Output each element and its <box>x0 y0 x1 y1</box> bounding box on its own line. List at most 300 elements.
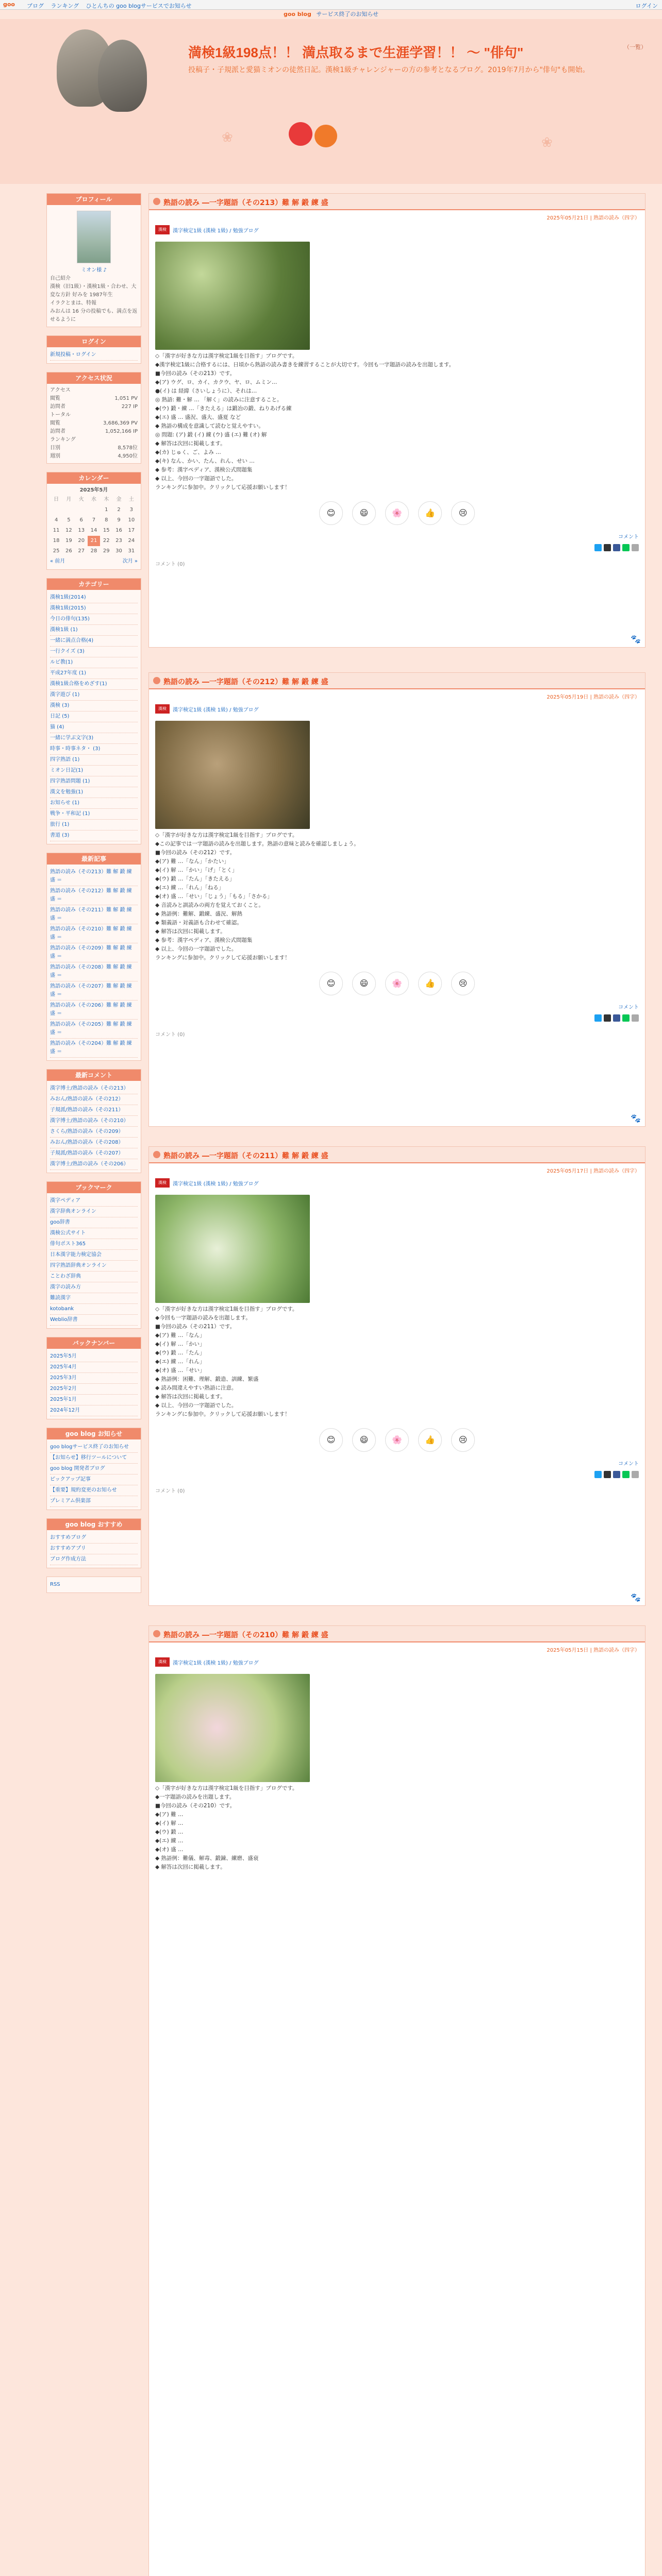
entry-title[interactable]: 熟語の読み ―一字題語（その210）難 解 鍛 練 盛 <box>163 1631 328 1639</box>
header-meta[interactable]: （一覧） <box>624 44 647 50</box>
calendar-month: 2025年5月 <box>79 487 108 493</box>
sidebar-list-item[interactable]: 熟語の読み（その209）難 解 鍛 練 盛 ＝ <box>50 943 138 962</box>
calendar-day-name: 水 <box>91 497 96 502</box>
entry-date[interactable]: 2025年05月21日 | 熟語の読み（四字） <box>547 215 640 221</box>
sidebar-list-item[interactable]: 書道 (3) <box>50 831 138 841</box>
sidebar-list-item[interactable]: 日記 (5) <box>50 711 138 722</box>
share-icon[interactable] <box>594 544 602 551</box>
entry-line: ◆ 以上、今回の一字題語でした。 <box>155 1402 237 1409</box>
sidebar-list-item[interactable]: goo辞書 <box>50 1217 138 1228</box>
reaction-button[interactable]: 👍 <box>418 972 442 995</box>
sidebar-list-item[interactable]: 2025年2月 <box>50 1384 138 1395</box>
entry-line: ◆ 類義語・対義語も合わせて確認。 <box>155 920 242 926</box>
bookmarks-box <box>46 1181 141 1329</box>
reaction-button[interactable]: 😢 <box>451 972 475 995</box>
recommend-box <box>46 1518 141 1568</box>
sidebar <box>46 193 141 1601</box>
entry-line: ◆(ウ) 鍛 …「たん」「きたえる」 <box>155 876 235 882</box>
entry-bullet-icon <box>153 1151 160 1158</box>
access-label: 週別 <box>50 453 60 459</box>
entry-line: ◆(エ) 練 …「れん」「ねる」 <box>155 885 224 891</box>
sidebar-list-item[interactable]: 戦争・平和記 (1) <box>50 809 138 820</box>
entry-line: ◎ 熟語: 難・解 … 「解く」の読みに注意すること。 <box>155 397 283 403</box>
calendar-day[interactable]: 21 <box>88 536 100 546</box>
goo-news-heading: goo blog お知らせ <box>47 1428 141 1439</box>
reaction-button[interactable]: 👍 <box>418 1428 442 1452</box>
calendar-day[interactable]: 8 <box>105 517 108 523</box>
access-row <box>50 444 138 452</box>
cat-icon: 🐾 <box>631 1592 641 1602</box>
sidebar-list-item[interactable]: 漢検1級(2014) <box>50 592 138 603</box>
entry-bullet-icon <box>153 1630 160 1637</box>
cat-icon: 🐾 <box>631 1113 641 1123</box>
goo-news-box <box>46 1428 141 1510</box>
reaction-button[interactable]: 👍 <box>418 501 442 525</box>
access-row <box>50 428 138 436</box>
entry-line: ◆ 熟語の構成を意識して読むと覚えやすい。 <box>155 423 264 429</box>
share-icon[interactable] <box>604 1471 611 1478</box>
access-row <box>50 411 138 419</box>
reaction-button[interactable]: 😄 <box>352 501 376 525</box>
entry-photo[interactable] <box>155 1195 310 1303</box>
share-icon[interactable] <box>613 1471 620 1478</box>
calendar-day-name: 月 <box>66 497 72 502</box>
calendar-day[interactable]: 28 <box>90 548 97 554</box>
sidebar-list-item[interactable]: みおん/熟語の読み（その208） <box>50 1138 138 1148</box>
calendar-day[interactable]: 4 <box>54 517 58 523</box>
blog-entry <box>148 1625 646 2576</box>
top-nav-link[interactable]: ひとんちの goo blogサービスでお知らせ <box>86 3 192 9</box>
calendar-day-name: 金 <box>116 497 122 502</box>
entry-line: ランキングに参加中。クリックして応援お願いします！ <box>155 1411 290 1417</box>
sidebar-list-item[interactable]: 漢字の読み方 <box>50 1282 138 1293</box>
share-icon[interactable] <box>594 1471 602 1478</box>
calendar-day[interactable]: 22 <box>103 538 110 544</box>
top-nav <box>0 0 662 10</box>
sidebar-list-item[interactable]: 四字熟語 (1) <box>50 755 138 766</box>
badge-icon: 漢検 <box>155 225 170 234</box>
entry-line: ◆ 解答は次回に掲載します。 <box>155 928 226 935</box>
sidebar-list-item[interactable]: 子規派/熟語の読み（その211） <box>50 1105 138 1116</box>
share-icon[interactable] <box>622 1014 630 1022</box>
entry-line: ◆ 以上、今回の一字題語でした。 <box>155 476 237 482</box>
top-nav-link[interactable]: ランキング <box>51 3 79 9</box>
comment-link[interactable]: コメント <box>618 1461 639 1467</box>
sidebar-list-item[interactable]: 平成27年度 (1) <box>50 668 138 679</box>
entry-line: ■今回の読み（その211）です。 <box>155 1324 236 1330</box>
sub-nav <box>0 10 662 19</box>
sidebar-list-item[interactable]: 漢文を勉強(1) <box>50 787 138 798</box>
calendar-table <box>50 495 138 556</box>
calendar-week-row <box>50 546 138 556</box>
share-buttons <box>149 1012 645 1027</box>
entry-body <box>149 1188 645 1423</box>
calendar-next[interactable]: 次月 » <box>122 558 138 564</box>
entry-line: ◆一字題語の読みを出題します。 <box>155 1794 235 1800</box>
calendar-day[interactable]: 24 <box>128 538 135 544</box>
entry-date[interactable]: 2025年05月17日 | 熟語の読み（四字） <box>547 1168 640 1174</box>
reaction-buttons <box>149 501 645 525</box>
sidebar-list-item[interactable]: みおん/熟語の読み（その212） <box>50 1094 138 1105</box>
entry-photo[interactable] <box>155 242 310 350</box>
sidebar-list-item[interactable]: プレミアム倶楽部 <box>50 1496 138 1507</box>
entry-line: ●(イ) は 経緯（さいしょうに）、それは… <box>155 388 257 394</box>
entry-line: ◆(キ) なん、かい、たん、れん、せい … <box>155 458 255 464</box>
calendar-heading: カレンダー <box>47 472 141 484</box>
profile-line: 自己紹介 <box>50 276 71 281</box>
calendar-day <box>75 505 88 515</box>
category-badge[interactable] <box>155 1178 639 1188</box>
sidebar-list-item[interactable]: 熟語の読み（その206）難 解 鍛 練 盛 ＝ <box>50 1001 138 1020</box>
sidebar-list-item[interactable]: 漢検公式サイト <box>50 1228 138 1239</box>
sidebar-list-item[interactable]: goo blog 開発者ブログ <box>50 1464 138 1475</box>
sidebar-list-item[interactable]: 四字熟語問題 (1) <box>50 776 138 787</box>
entry-line: ◆ 参考：漢字ペディア、漢検公式問題集 <box>155 467 253 473</box>
entry-line: ◆(エ) 練 … <box>155 1838 184 1844</box>
recent-comments-box <box>46 1069 141 1173</box>
entry-line: ◆(イ) 解 …「かい」「げ」「とく」 <box>155 867 238 873</box>
calendar-day[interactable]: 7 <box>92 517 96 523</box>
paw-icon: ❀ <box>222 130 233 145</box>
calendar-day[interactable]: 20 <box>78 538 85 544</box>
profile-caption[interactable]: ミオン様 ♪ <box>81 267 107 273</box>
sidebar-list-item[interactable]: 漢字遊び (1) <box>50 690 138 701</box>
sidebar-list-item[interactable]: 一緒に学ぶ文字(3) <box>50 733 138 744</box>
sidebar-list-item[interactable]: 熟語の読み（その210）難 解 鍛 練 盛 ＝ <box>50 924 138 943</box>
sidebar-list-item[interactable]: 2025年3月 <box>50 1373 138 1384</box>
access-row <box>50 452 138 461</box>
entry-line: ◆(イ) 解 …「かい」 <box>155 1341 205 1347</box>
sidebar-list-item[interactable]: 難読漢字 <box>50 1293 138 1304</box>
entry-line: ◇「漢字が好きな方は漢字検定1級を目指す」ブログです。 <box>155 832 298 838</box>
comment-count[interactable]: コメント (0) <box>155 562 185 567</box>
calendar-day-name: 日 <box>54 497 59 502</box>
yarn-ball-icon <box>289 122 312 146</box>
share-icon[interactable] <box>632 1014 639 1022</box>
reaction-buttons <box>149 972 645 995</box>
calendar-day[interactable]: 25 <box>53 548 60 554</box>
entry-line: ◆今回も一字題語の読みを出題します。 <box>155 1315 251 1321</box>
calendar-day[interactable]: 14 <box>90 528 97 533</box>
access-value: 1,052,166 IP <box>105 429 138 434</box>
sidebar-list-item[interactable]: 俳句ポスト365 <box>50 1239 138 1250</box>
entry-header <box>149 1147 645 1163</box>
backnumber-heading: バックナンバー <box>47 1337 141 1349</box>
calendar-day-name: 木 <box>104 497 109 502</box>
calendar-week-row <box>50 505 138 515</box>
sidebar-list-item[interactable]: 四字熟語辞典オンライン <box>50 1261 138 1272</box>
access-value: 8,578位 <box>118 445 138 451</box>
backnumber-list <box>47 1349 141 1419</box>
entry-line: ◆ 熟語例：難儀、解毒、鍛錬、練磨、盛衰 <box>155 1855 259 1861</box>
sidebar-list-item[interactable]: ルビ教(1) <box>50 657 138 668</box>
badge-icon: 漢検 <box>155 1178 170 1188</box>
badge-icon: 漢検 <box>155 1657 170 1667</box>
entry-title[interactable]: 熟語の読み ―一字題語（その212）難 解 鍛 練 盛 <box>163 678 328 686</box>
sidebar-list-item[interactable]: goo blogサービス終了のお知らせ <box>50 1442 138 1453</box>
share-icon[interactable] <box>604 1014 611 1022</box>
entry-date[interactable]: 2025年05月19日 | 熟語の読み（四字） <box>547 694 640 700</box>
access-row <box>50 386 138 395</box>
blog-description: 投稿子・子規派と愛猫ミオンの徒然日記。漢検1級チャレンジャーの方の参考となるブログ。2019年7月から"俳句"も開始。 <box>188 66 590 74</box>
sidebar-list-item[interactable]: Weblio辞書 <box>50 1315 138 1326</box>
recent-comments-list <box>47 1081 141 1173</box>
goo-logo[interactable]: goo <box>3 1 15 8</box>
calendar-day[interactable]: 29 <box>103 548 110 554</box>
share-icon[interactable] <box>622 1471 630 1478</box>
comment-link[interactable]: コメント <box>618 1005 639 1010</box>
entry-photo[interactable] <box>155 1674 310 1782</box>
blog-entry <box>148 1146 646 1606</box>
entry-line: ◆(オ) 盛 …「せい」「じょう」「もる」「さかる」 <box>155 893 273 900</box>
entry-header <box>149 1626 645 1642</box>
sidebar-list-item[interactable]: 漢字博士/熟語の読み（その213） <box>50 1083 138 1094</box>
entry-line: ランキングに参加中。クリックして応援お願いします！ <box>155 955 290 961</box>
calendar-day[interactable]: 23 <box>115 538 122 544</box>
sidebar-list-item[interactable]: 漢検 (3) <box>50 701 138 711</box>
entry-line: ◇「漢字が好きな方は漢字検定1級を目指す」ブログです。 <box>155 1306 298 1312</box>
calendar-day[interactable]: 18 <box>53 538 60 544</box>
calendar-day[interactable]: 11 <box>53 528 60 533</box>
sidebar-list-item[interactable]: おすすめアプリ <box>50 1544 138 1554</box>
top-nav-link[interactable]: ブログ <box>27 3 44 9</box>
sidebar-list-item[interactable]: 2025年1月 <box>50 1395 138 1405</box>
sidebar-list-item[interactable]: ことわざ辞典 <box>50 1272 138 1282</box>
calendar-week-row <box>50 536 138 546</box>
access-label: 訪問者 <box>50 429 65 434</box>
entry-line: ◆ 熟語例：難解、鍛練、盛況、解熱 <box>155 911 242 917</box>
reaction-button[interactable]: 😊 <box>319 1428 343 1452</box>
entry-line: ◆(カ) じゅく、ご、よみ … <box>155 449 221 455</box>
entry-line: ◆ 音読みと訓読みの両方を覚えておくこと。 <box>155 902 264 908</box>
rss-box <box>46 1577 141 1593</box>
reaction-button[interactable]: 😄 <box>352 972 376 995</box>
sidebar-list-item[interactable]: お知らせ (1) <box>50 798 138 809</box>
category-box <box>46 578 141 844</box>
profile-box <box>46 193 141 327</box>
sidebar-list-item[interactable]: ピックアップ記事 <box>50 1475 138 1485</box>
sidebar-list-item[interactable]: 今日の俳句(135) <box>50 614 138 625</box>
service-end-link[interactable]: サービス終了のお知らせ <box>316 11 379 18</box>
sidebar-list-item[interactable]: 時事・時事ネタ・ (3) <box>50 744 138 755</box>
blog-header <box>0 19 662 184</box>
entry-line: ◆(オ) 盛 … <box>155 1846 184 1853</box>
access-row <box>50 395 138 403</box>
calendar-day[interactable]: 3 <box>129 507 134 513</box>
badge-text[interactable]: 漢字検定1級 (漢検 1級) / 勉強ブログ <box>173 1660 259 1666</box>
calendar-day[interactable]: 31 <box>128 548 135 554</box>
calendar-day <box>62 505 75 515</box>
comment-link[interactable]: コメント <box>618 534 639 540</box>
entry-line: ◆(エ) 盛 … 盛況、盛大、盛夏 など <box>155 414 241 420</box>
sidebar-list-item[interactable]: 一緒に満点合格(4) <box>50 636 138 647</box>
share-icon[interactable] <box>613 1014 620 1022</box>
calendar-day[interactable]: 16 <box>115 528 122 533</box>
share-icon[interactable] <box>632 544 639 551</box>
share-icon[interactable] <box>632 1471 639 1478</box>
calendar-day[interactable]: 17 <box>128 528 135 533</box>
calendar-day[interactable]: 1 <box>105 507 108 513</box>
access-label: アクセス <box>50 387 71 393</box>
avatar[interactable] <box>77 211 111 263</box>
access-value: 227 IP <box>121 404 138 410</box>
bookmarks-heading: ブックマーク <box>47 1182 141 1193</box>
sidebar-list-item[interactable]: 猫 (4) <box>50 722 138 733</box>
entry-line: ◆(ア) ウグ、ロ、カイ、カクウ、ヤ、ロ、ムミン… <box>155 379 277 385</box>
access-value: 4,950位 <box>118 453 138 459</box>
sidebar-list-item[interactable]: 一行クイズ (3) <box>50 647 138 657</box>
calendar-day[interactable]: 27 <box>78 548 85 554</box>
reaction-button[interactable]: 😢 <box>451 501 475 525</box>
entry-header <box>149 194 645 210</box>
login-box <box>46 335 141 364</box>
sidebar-list-item[interactable]: 漢検1級 (1) <box>50 625 138 636</box>
entry-line: ◆ 熟語例：困難、理解、鍛造、訓練、繁盛 <box>155 1376 259 1382</box>
reaction-button[interactable]: 🌸 <box>385 1428 409 1452</box>
sidebar-list-item[interactable]: 漢字博士/熟語の読み（その206） <box>50 1159 138 1170</box>
category-badge[interactable] <box>155 1657 639 1667</box>
calendar-header-row <box>50 495 138 505</box>
sidebar-list-item[interactable]: 2025年5月 <box>50 1351 138 1362</box>
calendar-week-row <box>50 526 138 536</box>
sidebar-list-item[interactable]: kotobank <box>50 1304 138 1315</box>
yarn-ball-icon <box>315 125 337 147</box>
entry-header <box>149 673 645 689</box>
calendar-day[interactable]: 6 <box>79 517 83 523</box>
access-label: トータル <box>50 412 71 418</box>
recent-entries-heading: 最新記事 <box>47 853 141 865</box>
entry-line: ◆ 解答は次回に掲載します。 <box>155 1394 226 1400</box>
access-heading: アクセス状況 <box>47 372 141 384</box>
share-icon[interactable] <box>622 544 630 551</box>
top-nav-links <box>27 2 197 10</box>
login-heading: ログイン <box>47 336 141 347</box>
backnumber-box <box>46 1337 141 1419</box>
blog-entry <box>148 193 646 648</box>
recommend-heading: goo blog おすすめ <box>47 1519 141 1530</box>
access-label: 閲覧 <box>50 396 60 401</box>
entry-title[interactable]: 熟語の読み ―一字題語（その213）難 解 鍛 練 盛 <box>163 199 328 207</box>
badge-text[interactable]: 漢字検定1級 (漢検 1級) / 勉強ブログ <box>173 228 259 234</box>
sidebar-list-item[interactable]: ミオン日記(1) <box>50 766 138 776</box>
entry-line: ◆(エ) 練 …「れん」 <box>155 1359 205 1365</box>
category-badge[interactable] <box>155 225 639 234</box>
sidebar-list-item[interactable]: 2024年12月 <box>50 1405 138 1416</box>
entry-line: ◆漢字検定1級に合格するには、日頃から熟語の読み書きを練習することが大切です。今回も一字題語の読みを出題します。 <box>155 362 455 368</box>
sidebar-list-item[interactable]: ブログ作成方法 <box>50 1554 138 1565</box>
access-label: 日別 <box>50 445 60 451</box>
calendar-day[interactable]: 19 <box>65 538 72 544</box>
share-icon[interactable] <box>604 544 611 551</box>
calendar-day[interactable]: 15 <box>103 528 110 533</box>
entry-line: ◆(ウ) 鍛・練 …「きたえる」は鍛冶の鍛、ねりあげる練 <box>155 405 292 412</box>
sidebar-list-item[interactable]: おすすめブログ <box>50 1533 138 1544</box>
reaction-button[interactable]: 😢 <box>451 1428 475 1452</box>
entry-line: ◆(ウ) 鍛 …「たん」 <box>155 1350 205 1356</box>
sidebar-list-item[interactable]: 熟語の読み（その204）難 解 鍛 練 盛 ＝ <box>50 1039 138 1058</box>
entry-date[interactable]: 2025年05月15日 | 熟語の読み（四字） <box>547 1648 640 1653</box>
entry-title[interactable]: 熟語の読み ―一字題語（その211）難 解 鍛 練 盛 <box>163 1152 328 1160</box>
sidebar-list-item[interactable]: 熟語の読み（その208）難 解 鍛 練 盛 ＝ <box>50 962 138 981</box>
sidebar-list-item[interactable]: さくら/熟語の読み（その209） <box>50 1127 138 1138</box>
sidebar-list-item[interactable]: 【お知らせ】移行ツールについて <box>50 1453 138 1464</box>
calendar-day-name: 火 <box>78 497 84 502</box>
calendar-day <box>88 505 100 515</box>
sidebar-list-item[interactable]: 2025年4月 <box>50 1362 138 1373</box>
reaction-button[interactable]: 😊 <box>319 972 343 995</box>
recent-comments-heading: 最新コメント <box>47 1070 141 1081</box>
sidebar-list-item[interactable]: 漢字辞典オンライン <box>50 1207 138 1217</box>
reaction-button[interactable]: 🌸 <box>385 972 409 995</box>
rss-link[interactable]: RSS <box>50 1582 60 1587</box>
calendar-day[interactable]: 2 <box>117 507 121 513</box>
access-label: 訪問者 <box>50 404 65 410</box>
reaction-button[interactable]: 😄 <box>352 1428 376 1452</box>
access-label: ランキング <box>50 437 76 443</box>
sidebar-list-item[interactable]: 熟語の読み（その207）難 解 鍛 練 盛 ＝ <box>50 981 138 1001</box>
share-icon[interactable] <box>613 544 620 551</box>
comment-count[interactable]: コメント (0) <box>155 1488 185 1494</box>
sidebar-list-item[interactable]: 【重要】規約変更のお知らせ <box>50 1485 138 1496</box>
recent-entries-box <box>46 853 141 1061</box>
comment-count[interactable]: コメント (0) <box>155 1032 185 1038</box>
recommend-list <box>47 1530 141 1568</box>
badge-text[interactable]: 漢字検定1級 (漢検 1級) / 勉強ブログ <box>173 1181 259 1187</box>
recent-entries-list <box>47 865 141 1060</box>
sidebar-list-item[interactable]: 日本漢字能力検定協会 <box>50 1250 138 1261</box>
entry-line: ◆この記事では一字題語の読みを出題します。熟語の意味と読みを確認しましょう。 <box>155 841 359 847</box>
profile-line: 漢検（旧1級）・漢検1級・合わせ、大変な方針 好みを 1987年生 <box>50 284 137 298</box>
entry-line: ◆(ア) 難 …「なん」 <box>155 1332 205 1338</box>
calendar-day[interactable]: 10 <box>128 517 135 523</box>
reaction-button[interactable]: 🌸 <box>385 501 409 525</box>
calendar-day[interactable]: 9 <box>117 517 121 523</box>
entry-line: ◆(オ) 盛 …「せい」 <box>155 1367 205 1374</box>
access-row <box>50 419 138 428</box>
blog-title[interactable]: 満検1級198点！！ 満点取るまで生涯学習！！ ～ "俳句" <box>188 45 524 60</box>
sidebar-list-item[interactable]: 漢検1級(2015) <box>50 603 138 614</box>
calendar-day[interactable]: 26 <box>65 548 72 554</box>
sidebar-list-item[interactable]: 漢字博士/熟語の読み（その210） <box>50 1116 138 1127</box>
sidebar-list-item[interactable]: 漢検1級合格をめざす(1) <box>50 679 138 690</box>
sidebar-list-item[interactable]: 熟語の読み（その211）難 解 鍛 練 盛 ＝ <box>50 905 138 924</box>
entry-body <box>149 714 645 967</box>
calendar-day[interactable]: 30 <box>115 548 122 554</box>
calendar-day[interactable]: 13 <box>78 528 85 533</box>
sidebar-list-item[interactable]: 熟語の読み（その205）難 解 鍛 練 盛 ＝ <box>50 1020 138 1039</box>
calendar-prev[interactable]: « 前月 <box>50 558 65 564</box>
category-badge[interactable] <box>155 704 639 714</box>
sidebar-list-item[interactable]: 子規派/熟語の読み（その207） <box>50 1148 138 1159</box>
share-icon[interactable] <box>594 1014 602 1022</box>
login-link[interactable]: 新規投稿・ログイン <box>50 350 138 361</box>
reaction-button[interactable]: 😊 <box>319 501 343 525</box>
access-rows <box>47 384 141 463</box>
calendar-day[interactable]: 5 <box>67 517 71 523</box>
sidebar-list-item[interactable]: 熟語の読み（その213）難 解 鍛 練 盛 ＝ <box>50 867 138 886</box>
entry-photo[interactable] <box>155 721 310 829</box>
profile-line: みおんは 16 分の投稿でも、満点を返せるように <box>50 309 138 323</box>
sidebar-list-item[interactable]: 熟語の読み（その212）難 解 鍛 練 盛 ＝ <box>50 886 138 905</box>
sidebar-list-item[interactable]: 漢字ペディア <box>50 1196 138 1207</box>
calendar-day[interactable]: 12 <box>65 528 72 533</box>
badge-text[interactable]: 漢字検定1級 (漢検 1級) / 勉強ブログ <box>173 707 259 713</box>
bookmarks-list <box>47 1193 141 1328</box>
entry-line: ◆ 解答は次回に掲載します。 <box>155 440 226 447</box>
sidebar-list-item[interactable]: 旅行 (1) <box>50 820 138 831</box>
reaction-buttons <box>149 1428 645 1452</box>
login-link[interactable]: ログイン <box>635 3 658 9</box>
